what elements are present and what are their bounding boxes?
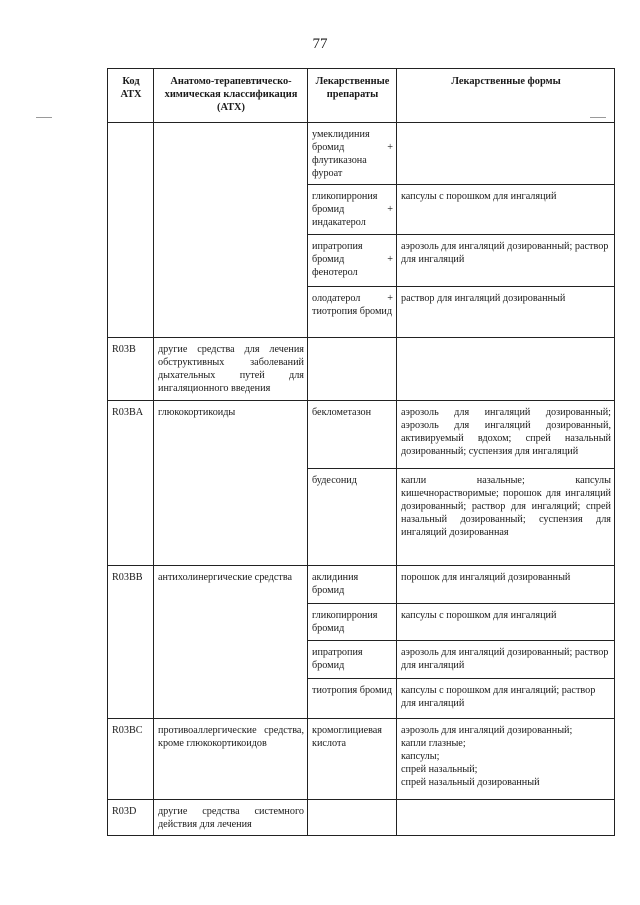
table-row: [108, 566, 615, 604]
form-line: спрей назальный дозированный: [401, 777, 540, 788]
atx-code-cell: R03BA: [108, 401, 154, 566]
atx-name-cell: другие средства системного действия для лечения: [154, 800, 308, 836]
drug-cell: ипратропия бромид + фенотерол: [308, 235, 397, 287]
form-cell: раствор для ингаляций дозированный: [397, 287, 615, 338]
drug-cell: будесонид: [308, 469, 397, 566]
table-row: [108, 401, 615, 469]
table-row: [108, 338, 615, 401]
header-dosage-forms: Лекарственные формы: [397, 69, 615, 123]
drug-cell: беклометазон: [308, 401, 397, 469]
atx-code-cell: R03BC: [108, 719, 154, 800]
form-cell: порошок для ингаляций дозированный: [397, 566, 615, 604]
drug-cell: аклидиния бромид: [308, 566, 397, 604]
atx-name-cell: другие средства для лечения обструктивных заболеваний дыхательных путей для ингаляционного введения: [154, 338, 308, 401]
header-atx-code: Код АТХ: [108, 69, 154, 123]
form-cell: капсулы с порошком для ингаляций: [397, 604, 615, 641]
atx-code-cell: R03D: [108, 800, 154, 836]
form-cell: аэрозоль для ингаляций дозированный; аэрозоль для ингаляций дозированный, активируемый вдохом; спрей назальный дозированный; суспензия для ингаляций: [397, 401, 615, 469]
form-line: спрей назальный;: [401, 764, 478, 775]
form-cell: [397, 719, 615, 800]
drug-cell: тиотропия бромид: [308, 679, 397, 719]
form-cell: аэрозоль для ингаляций дозированный; раствор для ингаляций: [397, 641, 615, 679]
form-line: капли глазные;: [401, 738, 466, 749]
page-number: 77: [312, 36, 328, 52]
form-cell: [397, 338, 615, 401]
left-margin-mark: [36, 117, 52, 118]
atx-code-cell: [108, 123, 154, 338]
table-row: [108, 123, 615, 185]
atx-name-cell: глюкокортикоиды: [154, 401, 308, 566]
atx-classification-table: [107, 68, 615, 836]
table-header-row: [108, 69, 615, 123]
form-cell: [397, 123, 615, 185]
drug-cell: [308, 338, 397, 401]
atx-code-cell: R03B: [108, 338, 154, 401]
form-line: капсулы;: [401, 751, 440, 762]
atx-code-cell: R03BB: [108, 566, 154, 719]
drug-cell: гликопиррония бромид: [308, 604, 397, 641]
atx-name-cell: противоаллергические средства, кроме глюкокортикоидов: [154, 719, 308, 800]
drug-cell: олодатерол + тиотропия бромид: [308, 287, 397, 338]
drug-cell: кромоглициевая кислота: [308, 719, 397, 800]
form-cell: капли назальные; капсулы кишечнорастворимые; порошок для ингаляций дозированный; раствор для ингаляций; спрей назальный дозированный; суспензия для ингаляций дозированная: [397, 469, 615, 566]
atx-name-cell: антихолинергические средства: [154, 566, 308, 719]
form-cell: капсулы с порошком для ингаляций: [397, 185, 615, 235]
atx-name-cell: [154, 123, 308, 338]
header-drugs: Лекарственные препараты: [308, 69, 397, 123]
drug-cell: гликопиррония бромид + индакатерол: [308, 185, 397, 235]
form-cell: [397, 800, 615, 836]
form-cell: аэрозоль для ингаляций дозированный; раствор для ингаляций: [397, 235, 615, 287]
form-cell: капсулы с порошком для ингаляций; раствор для ингаляций: [397, 679, 615, 719]
form-line: аэрозоль для ингаляций дозированный;: [401, 725, 573, 736]
table-row: [108, 800, 615, 836]
header-atx-classification: Анатомо-терапевтическо-химическая классификация (АТХ): [154, 69, 308, 123]
drug-cell: ипратропия бромид: [308, 641, 397, 679]
drug-cell: умеклидиния бромид + флутиказона фуроат: [308, 123, 397, 185]
drug-cell: [308, 800, 397, 836]
table-row: [108, 719, 615, 800]
